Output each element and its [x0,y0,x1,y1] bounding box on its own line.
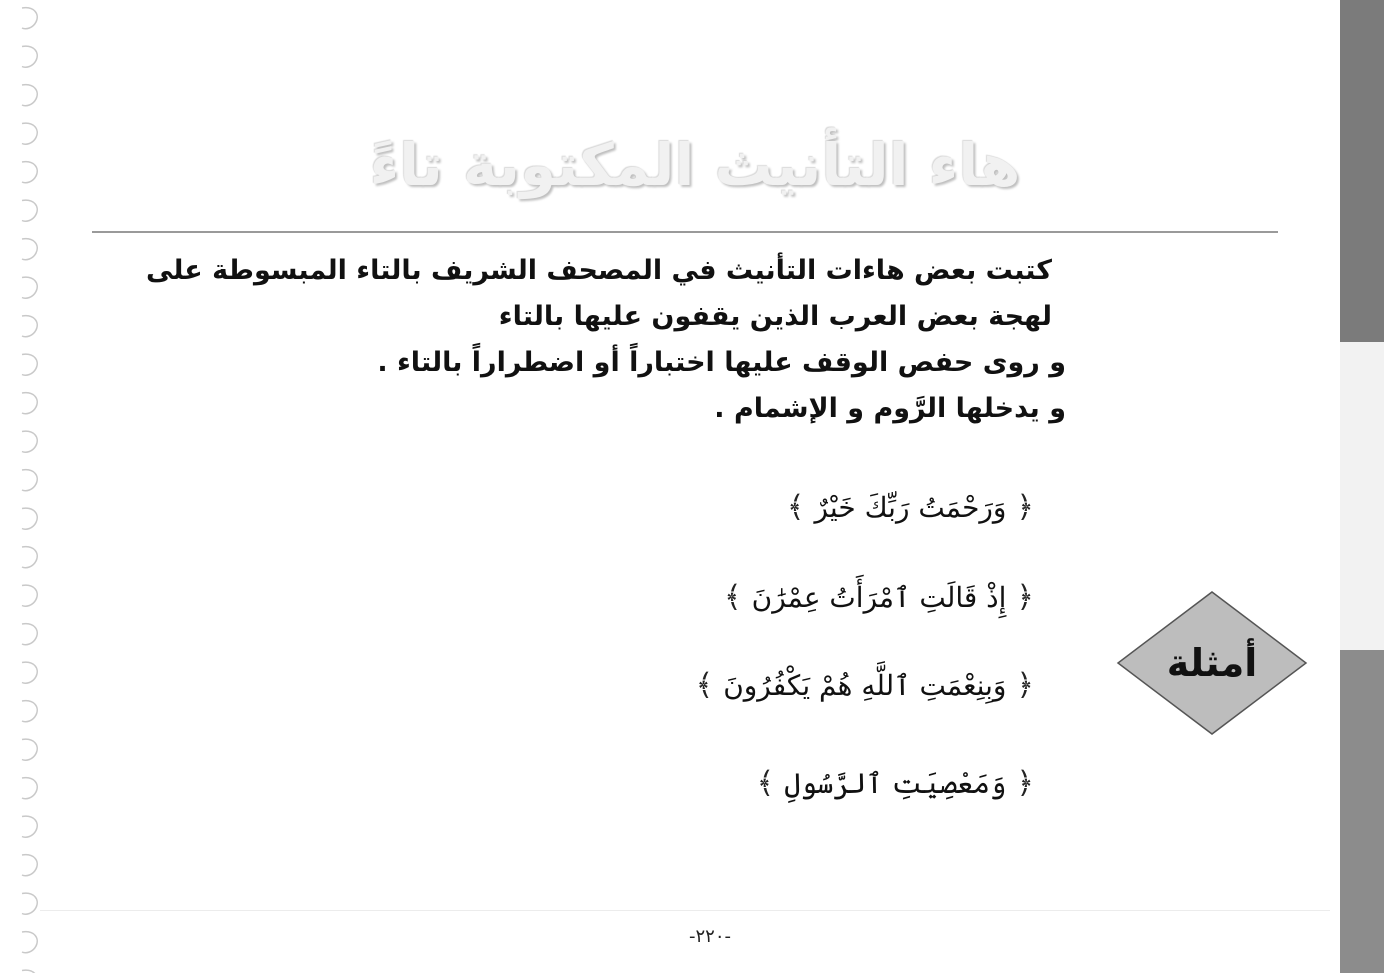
binding-ring [22,46,37,67]
ornament-open-icon: ﴿ [1016,580,1034,615]
example-verse-text: وَبِنِعْمَتِ ٱللَّهِ هُمْ يَكْفُرُونَ [723,669,1007,702]
example-verse-text: وَرَحْمَتُ رَبِّكَ خَيْرٌ [814,491,1007,524]
binding-ring [22,701,37,722]
binding-ring [22,893,37,914]
paragraph-line-1: كتبت بعض هاءات التأنيث في المصحف الشريف بالتاء المبسوطة على [145,255,1052,286]
binding-ring [22,162,37,183]
ornament-open-icon: ﴿ [1016,490,1034,525]
ornament-open-icon: ﴿ [1016,766,1034,801]
binding-ring [22,8,37,29]
binding-ring [22,932,37,953]
binding-ring [22,316,37,337]
binding-ring [22,431,37,452]
ornament-close-icon: ﴾ [756,766,775,801]
ornament-open-icon: ﴿ [1016,668,1034,703]
example-verse-4 [757,766,1034,801]
page-title: هاء التأنيث المكتوبة تاءً [369,131,1021,199]
binding-ring [22,662,37,683]
title-divider [92,231,1278,233]
body-text [94,248,1066,432]
binding-ring [22,547,37,568]
side-tab-dark-bottom [1340,650,1384,973]
binding-ring [22,585,37,606]
binding-ring [22,200,37,221]
binding-ring [22,816,37,837]
examples-label: أمثلة [1166,641,1258,685]
footer-divider [40,910,1330,911]
page-number: -٢٢٠- [688,926,731,947]
binding-ring [22,778,37,799]
side-tab-bar [1340,0,1384,973]
binding-rings [14,0,48,973]
ornament-close-icon: ﴾ [724,580,742,615]
side-tab-dark-top [1340,0,1384,342]
binding-ring [22,277,37,298]
paragraph-line-3: و روى حفص الوقف عليها اختباراً أو اضطراراً بالتاء . [377,347,1066,378]
example-verse-2 [724,580,1034,615]
binding-ring [22,123,37,144]
binding-ring [22,239,37,260]
example-verse-3 [696,668,1034,703]
binding-ring [22,85,37,106]
binding-ring [22,354,37,375]
binding-ring [22,470,37,491]
example-verse-text: وَمَعْصِيَتِ ٱلرَّسُولِ [784,767,1007,800]
example-verse-text: إِذْ قَالَتِ ٱمْرَأَتُ عِمْرَٰنَ [751,581,1007,614]
example-verse-1 [787,490,1034,525]
binding-ring [22,393,37,414]
binding-ring [22,855,37,876]
binding-ring [22,508,37,529]
binding-ring [22,739,37,760]
side-tab-light [1340,342,1384,650]
binding-ring [22,624,37,645]
paragraph-line-2: لهجة بعض العرب الذين يقفون عليها بالتاء [498,301,1052,332]
paragraph-line-4: و يدخلها الرَّوم و الإشمام . [714,393,1066,424]
ornament-close-icon: ﴾ [786,490,805,525]
ornament-close-icon: ﴾ [695,668,714,703]
